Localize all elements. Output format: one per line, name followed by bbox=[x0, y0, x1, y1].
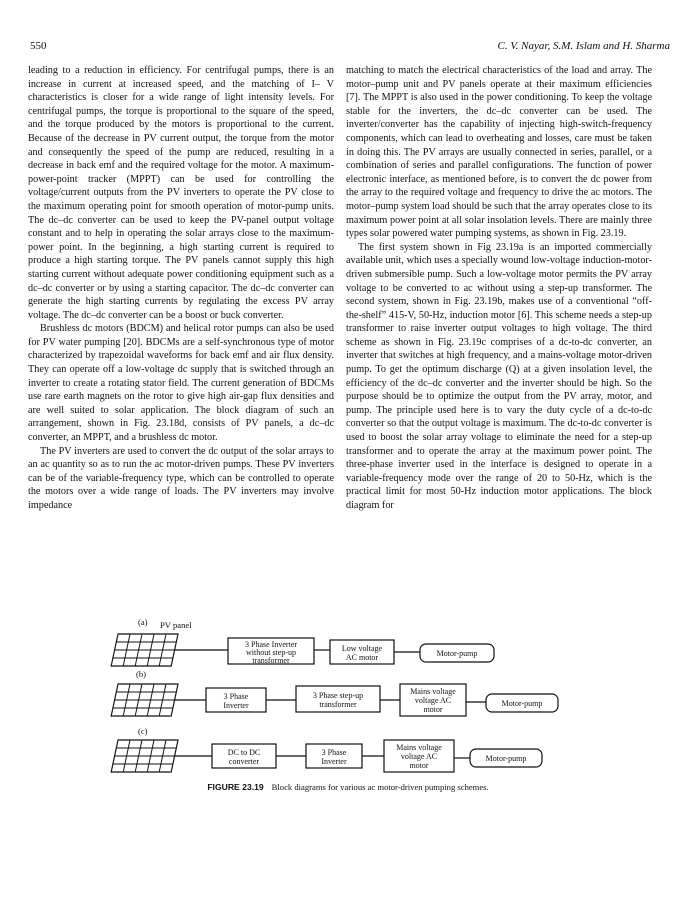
load-text: Motor-pump bbox=[436, 649, 478, 658]
caption-text: Block diagrams for various ac motor-driven pumping schemes. bbox=[271, 782, 489, 792]
paragraph: matching to match the electrical characteristics of the load and array. The motor–pump unit and PV panels operate at their maximum efficiencies [7]. The MPPT is also used in the power conditioning. To keep the voltage stable for the inverters, the dc–dc converter can be used. The inverter/converter has the capability of injecting high-switch-frequency components, which can lead to overheating and losses, care must be taken in doing this. The PV arrays are usually connected in series, parallel, or a combination of series and parallel configurations. The function of power electronic interface, as mentioned before, is to convert the dc power from the array to the required voltage and frequency to drive the ac motors. The motor–pump system load should be such that the array operates close to its maximum power point at all solar insolation levels. There are mainly three types solar powered water pumping systems, as shown in Fig. 23.19. bbox=[346, 65, 652, 240]
page-number: 550 bbox=[30, 40, 47, 52]
block-text: 3 Phase Inverter bbox=[245, 640, 297, 649]
paragraph: leading to a reduction in efficiency. For centrifugal pumps, there is an increase in current at increased speed, and the matching of I– V characteristics is closer for a wide range of light intensity levels. For centrifugal pumps, the torque is proportional to the square of the speed, and the torque produced by the motors is proportional to the current. Because of the decrease in PV current output, the torque from the motor and consequently the speed of the pump are reduced, resulting in a decrease in back emf and the required voltage for the motor. A maximum-power-point tracker (MPPT) can be used for controlling the voltage/current outputs from the PV inverters to operate the PV close to the maximum operating point for smooth operation of motor-pump units. The dc–dc converter can be used to keep the PV-panel output voltage constant and to help in operating the solar arrays close to the maximum-power point. In the beginning, a high starting current is required to produce a high starting torque. The PV panels cannot supply this high starting current without adequate power conditioning equipment such as a dc–dc converter or by using a starting capacitor. The dc–dc converter can generate the high starting currents by regulating the excess PV array voltage. The dc–dc converter can be a boost or buck converter. bbox=[28, 65, 334, 321]
figure-23-19 bbox=[110, 614, 580, 784]
block-text: motor bbox=[423, 705, 443, 714]
pv-panel-c bbox=[111, 740, 178, 772]
figure-caption bbox=[0, 782, 696, 792]
label-c: (c) bbox=[138, 726, 148, 736]
block-text: voltage AC bbox=[400, 752, 438, 761]
block-text: Low voltage bbox=[341, 644, 383, 653]
block-text: DC to DC bbox=[227, 748, 261, 757]
block-text: transformer bbox=[252, 656, 290, 665]
block-text: transformer bbox=[319, 700, 357, 709]
paragraph: Brushless dc motors (BDCM) and helical rotor pumps can also be used for PV water pumping [20]. BDCMs are a self-synchronous type of motor characterized by trapezoidal waveforms for back emf and air flux density. They can operate off a low-voltage dc supply that is switched through an inverter to create a rotating stator field. The current generation of BDCMs use rare earth magnets on the rotor to give high air-gap flux densities and are well suited to solar application. The block diagram of such an arrangement, shown in Fig. 23.18d, consists of PV panels, a dc–dc converter, an MPPT, and a brushless dc motor. bbox=[28, 323, 334, 444]
block-text: Mains voltage bbox=[396, 743, 442, 752]
right-column bbox=[346, 64, 652, 513]
page-header bbox=[30, 40, 670, 56]
block-text: 3 Phase bbox=[223, 692, 249, 701]
block-text: without step-up bbox=[246, 648, 296, 657]
block-text: voltage AC bbox=[414, 696, 452, 705]
left-column bbox=[28, 64, 334, 513]
load-text: Motor-pump bbox=[501, 699, 543, 708]
block-text: Inverter bbox=[223, 701, 249, 710]
pv-panel-label: PV panel bbox=[160, 620, 192, 630]
block-text: Inverter bbox=[321, 757, 347, 766]
block-text: motor bbox=[409, 761, 429, 770]
block-text: AC motor bbox=[345, 653, 379, 662]
block-text: Mains voltage bbox=[410, 687, 456, 696]
label-a: (a) bbox=[138, 617, 148, 627]
caption-label: FIGURE 23.19 bbox=[207, 782, 264, 792]
pv-panel-a bbox=[111, 634, 178, 666]
running-head: C. V. Nayar, S.M. Islam and H. Sharma bbox=[497, 40, 670, 52]
paragraph: The PV inverters are used to convert the dc output of the solar arrays to an ac quantity so as to run the ac motor-driven pumps. These PV inverters can be of the variable-frequency type, which can be controlled to operate the motors over a wide range of loads. The PV inverters may involve impedance bbox=[28, 445, 334, 511]
block-text: converter bbox=[228, 757, 260, 766]
paragraph: The first system shown in Fig 23.19a is an imported commercially available unit, which uses a specially wound low-voltage induction-motor-driven submersible pump. Such a low-voltage motor permits the PV array voltage to be converted to ac without using a step-up transformer. The second system, shown in Fig. 23.19b, makes use of a conventional “off-the-shelf” 415-V, 50-Hz, induction motor [6]. This scheme needs a step-up transformer to raise inverter output voltages to high voltage. The third scheme as shown in Fig. 23.19c comprises of a dc-to-dc converter, an inverter that switches at high frequency, and a mains-voltage motor-driven pump. To get the optimum discharge (Q) at a given insolation level, the efficiency of the dc–dc converter and the inverter should be high. So the purpose should be to optimize the output from the PV array, motor, and pump. The principle used here is to vary the duty cycle of a dc-to-dc converter so that the output voltage is maximum. The dc-to-dc converter is used to boost the solar array voltage to eliminate the need for a step-up transformer and to operate the array at the maximum power point. The three-phase inverter used in the interface is designed to operate in a variable-frequency mode over the range of 20 to 50-Hz, which is the practical limit for most 50-Hz induction motor applications. The block diagram for bbox=[346, 241, 652, 511]
label-b: (b) bbox=[136, 669, 147, 679]
load-text: Motor-pump bbox=[485, 754, 527, 763]
block-text: 3 Phase bbox=[321, 748, 347, 757]
block-diagram bbox=[110, 614, 580, 784]
block-text: 3 Phase step-up bbox=[312, 691, 364, 700]
pv-panel-b bbox=[111, 684, 178, 716]
